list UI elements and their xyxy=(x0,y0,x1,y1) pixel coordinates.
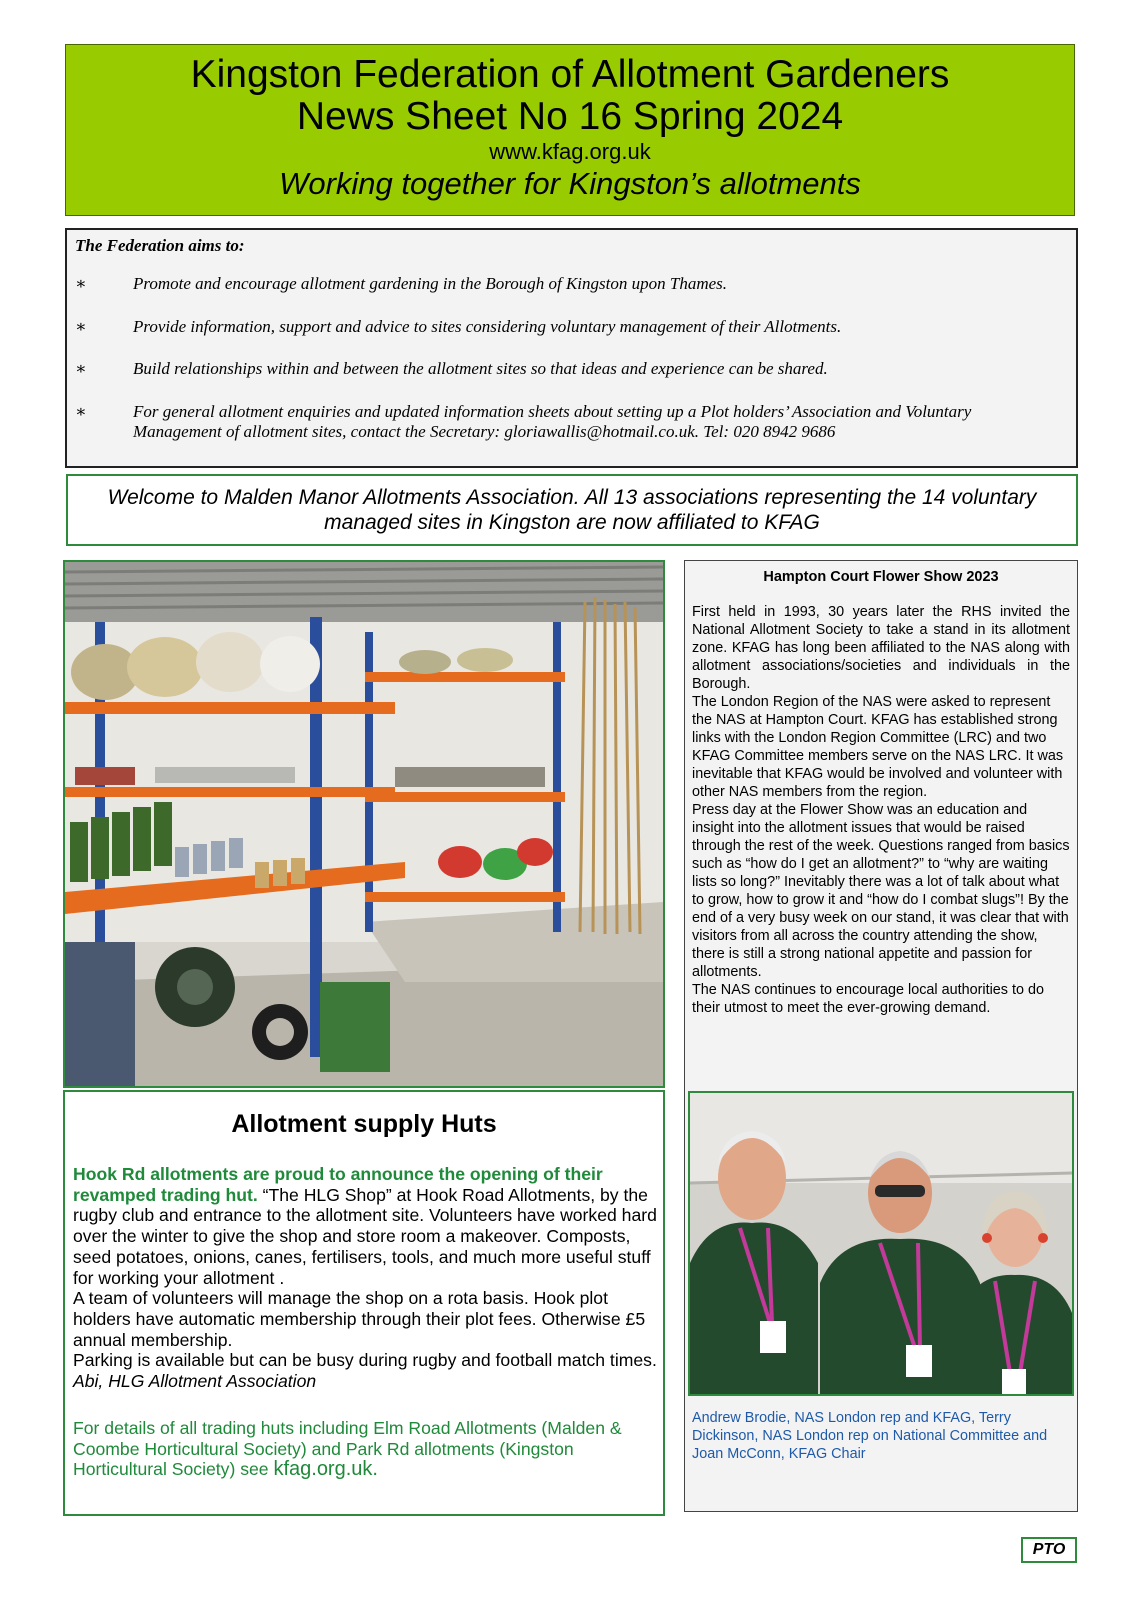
trading-huts-details xyxy=(73,1418,663,1480)
tagline: Working together for Kingston’s allotments xyxy=(279,166,861,201)
photo-caption: Andrew Brodie, NAS London rep and KFAG, Terry Dickinson, NAS London rep on National Committee and Joan McConn, KFAG Chair xyxy=(692,1410,1048,1462)
website-link[interactable]: www.kfag.org.uk xyxy=(489,139,651,164)
supply-huts-lead: Hook Rd allotments are proud to announce the opening of their revamped trading hut. xyxy=(73,1164,603,1205)
hampton-court-article xyxy=(684,560,1078,1512)
hampton-court-paragraph: The London Region of the NAS were asked to represent the NAS at Hampton Court. KFAG has established strong links with the London Region Committee (LRC) and two KFAG Committee members serve on the NAS LRC. It was inevitable that KFAG would be involved and volunteer with other NAS members from the region. xyxy=(692,694,1064,800)
trading-huts-details-text: For details of all trading huts including Elm Road Allotments (Malden & Coombe Horticultural Society) and Park Rd allotments (Kingston Horticultural Society) see xyxy=(73,1418,622,1480)
aims-box xyxy=(65,228,1078,468)
org-title: Kingston Federation of Allotment Gardeners xyxy=(190,53,950,96)
welcome-banner: Welcome to Malden Manor Allotments Association. All 13 associations representing the 14 voluntary managed sites in Kingston are now affiliated to KFAG xyxy=(66,474,1078,546)
hampton-court-body xyxy=(692,603,1070,1017)
supply-huts-paragraph: Parking is available but can be busy during rugby and football match times. xyxy=(73,1350,657,1371)
aims-item-text: For general allotment enquiries and updated information sheets about setting up a Plot holders’ Association and Voluntary Management of allotment sites, contact the Secretary: gloriawallis@hotmail.co.uk. Tel: 020 8942 9686 xyxy=(133,402,972,441)
trading-hut-photo xyxy=(63,560,665,1088)
pto-label: PTO xyxy=(1021,1537,1077,1563)
supply-huts-paragraph: A team of volunteers will manage the shop on a rota basis. Hook plot holders have automatic membership through their plot fees. Otherwise £5 annual membership. xyxy=(73,1288,646,1350)
supply-huts-body xyxy=(73,1164,658,1392)
hampton-court-paragraph: Press day at the Flower Show was an education and insight into the allotment issues that would be raised through the rest of the week. Questions ranged from basics such as “how do I get an allotment?” to “why are waiting lists so long?” Inevitably there was a lot of talk about what to grow, how to grow it and “how do I combat slugs”! By the end of a very busy week on our stand, it was clear that with visitors from all across the country attending the show, there is still a strong national appetite and passion for allotments. xyxy=(692,802,1070,980)
supply-huts-article xyxy=(63,1090,665,1516)
supply-huts-signature: Abi, HLG Allotment Association xyxy=(73,1371,317,1392)
aims-item-text: Promote and encourage allotment gardening in the Borough of Kingston upon Thames. xyxy=(133,274,728,293)
aims-item-text: Build relationships within and between the allotment sites so that ideas and experience can be shared. xyxy=(133,359,828,378)
bullet-icon: ∗ xyxy=(75,402,87,421)
masthead xyxy=(65,44,1075,216)
hampton-court-paragraph: The NAS continues to encourage local authorities to do their utmost to meet the ever-growing demand. xyxy=(692,982,1044,1016)
supply-huts-paragraph: “The HLG Shop” at Hook Road Allotments, by the rugby club and entrance to the allotment site. Volunteers have worked hard over the winter to give the shop and store room a makeover. Composts, seed potatoes, onions, canes, fertilisers, tools, and much more useful stuff for working your allotment . xyxy=(73,1184,657,1288)
committee-members-photo xyxy=(688,1091,1074,1396)
hampton-court-paragraph: First held in 1993, 30 years later the RHS invited the National Allotment Society to take a stand in its allotment zone. KFAG has long been affiliated to the NAS along with allotment associations/societies and individuals in the Borough. xyxy=(692,604,1070,692)
hampton-court-title: Hampton Court Flower Show 2023 xyxy=(763,569,999,585)
kfag-link[interactable]: kfag.org.uk. xyxy=(273,1458,378,1481)
bullet-icon: ∗ xyxy=(75,274,87,293)
aims-item-text: Provide information, support and advice to sites considering voluntary management of their Allotments. xyxy=(133,317,842,336)
issue-title: News Sheet No 16 Spring 2024 xyxy=(296,95,844,138)
aims-item xyxy=(75,317,1065,339)
aims-heading: The Federation aims to: xyxy=(75,236,245,255)
aims-item xyxy=(75,359,1065,381)
supply-huts-title: Allotment supply Huts xyxy=(231,1110,497,1138)
bullet-icon: ∗ xyxy=(75,359,87,378)
bullet-icon: ∗ xyxy=(75,317,87,336)
aims-item xyxy=(75,274,1065,296)
aims-item xyxy=(75,402,1065,446)
